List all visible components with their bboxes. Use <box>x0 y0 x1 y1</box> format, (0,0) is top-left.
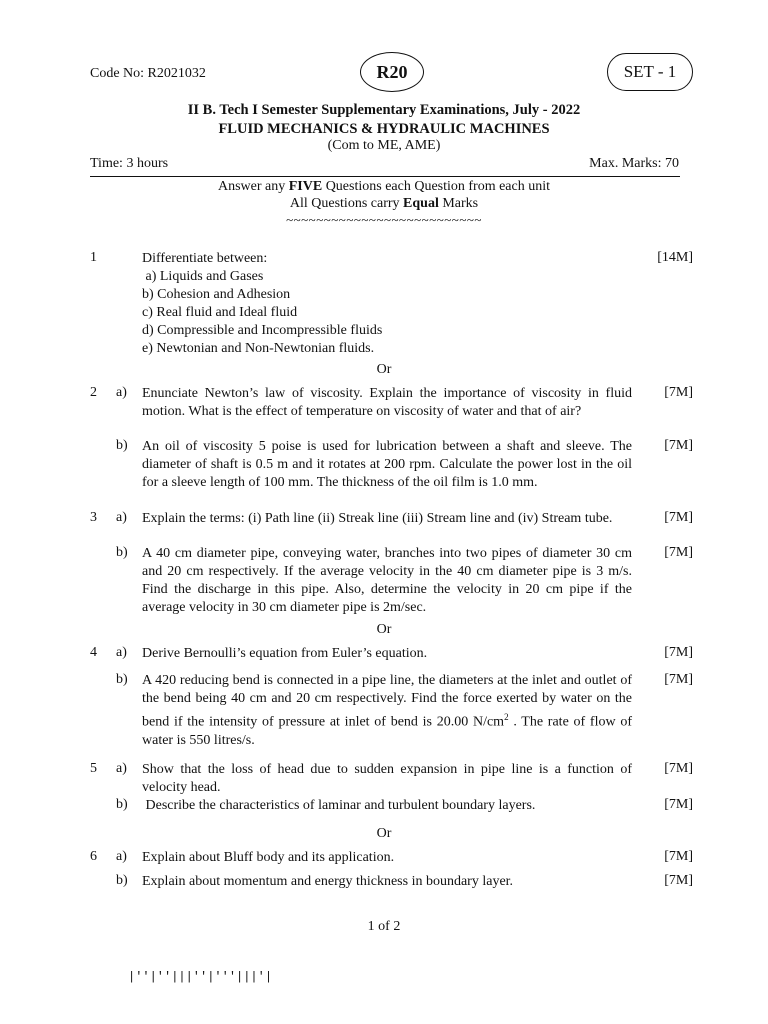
question-text: A 40 cm diameter pipe, conveying water, branches into two pipes of diameter 30 cm and 20 cm respectively. If the average velocity in the 40 cm diameter pipe is 3 m/s. Find the discharge in this pipe. Also, determine the velocity in 20 cm pipe if the average velocity in 30 cm diameter pipe is 2m/sec. <box>142 546 632 615</box>
page-number: 1 of 2 <box>367 919 401 934</box>
question-text: Explain the terms: (i) Path line (ii) Streak line (iii) Stream line and (iv) Stream tube. <box>142 511 613 526</box>
question-text: Explain about Bluff body and its application. <box>142 850 395 865</box>
part-label: b) <box>116 873 128 888</box>
instruction-line-2: All Questions carry Equal Marks <box>289 196 479 211</box>
question-text: Derive Bernoulli’s equation from Euler’s equation. <box>142 646 428 661</box>
question-number: 2 <box>90 385 97 400</box>
list-item: c) Real fluid and Ideal fluid <box>142 305 298 320</box>
question-number: 3 <box>90 510 97 525</box>
list-item: d) Compressible and Incompressible fluids <box>142 323 383 338</box>
list-item: a) Liquids and Gases <box>142 269 264 284</box>
part-label: a) <box>116 510 127 525</box>
marks: [7M] <box>664 873 693 888</box>
marks: [7M] <box>664 510 693 525</box>
question-number: 4 <box>90 645 97 660</box>
question-paper-code: Code No: R2021032 <box>90 66 206 81</box>
marks: [14M] <box>657 250 693 265</box>
part-label: a) <box>116 849 127 864</box>
part-label: b) <box>116 797 128 812</box>
max-marks: Max. Marks: 70 <box>589 156 679 171</box>
marks: [7M] <box>664 645 693 660</box>
time-allowed: Time: 3 hours <box>90 156 169 171</box>
question-number: 1 <box>90 250 97 265</box>
or-separator: Or <box>376 622 392 637</box>
marks: [7M] <box>664 672 693 687</box>
list-item: b) Cohesion and Adhesion <box>142 287 291 302</box>
subject-title: FLUID MECHANICS & HYDRAULIC MACHINES <box>218 121 550 137</box>
part-label: b) <box>116 545 128 560</box>
marks: [7M] <box>664 797 693 812</box>
question-number: 5 <box>90 761 97 776</box>
question-text: An oil of viscosity 5 poise is used for lubrication between a shaft and sleeve. The diameter of shaft is 0.5 m and it rotates at 200 rpm. Calculate the power lost in the oil for a sleeve length of 100 mm. The thickness of the oil film is 1.0 mm. <box>142 439 632 490</box>
regulation-badge: R20 <box>360 52 424 92</box>
part-label: a) <box>116 645 127 660</box>
instruction-divider: ~~~~~~~~~~~~~~~~~~~~~~~~~~ <box>286 212 482 227</box>
question-number: 6 <box>90 849 97 864</box>
marks: [7M] <box>664 385 693 400</box>
exam-title: II B. Tech I Semester Supplementary Examinations, July - 2022 <box>187 102 581 118</box>
marks: [7M] <box>664 849 693 864</box>
question-text: Enunciate Newton’s law of viscosity. Explain the importance of viscosity in fluid motion. What is the effect of temperature on viscosity of water and that of air? <box>142 386 632 419</box>
or-separator: Or <box>376 826 392 841</box>
marks: [7M] <box>664 545 693 560</box>
part-label: a) <box>116 385 127 400</box>
question-text: Describe the characteristics of laminar and turbulent boundary layers. <box>142 798 536 813</box>
question-text: Explain about momentum and energy thickness in boundary layer. <box>142 874 514 889</box>
question-text: A 420 reducing bend is connected in a pipe line, the diameters at the inlet and outlet of the bend being 40 cm and 20 cm respectively. Find the force exerted by water on the bend if the intensity of pressure at inlet of bend is 20.00 $N/cm^2$ . The rate of flow of water is 550 litres/s. <box>142 673 632 748</box>
set-badge: SET - 1 <box>607 53 693 91</box>
question-text <box>142 250 632 358</box>
instruction-line-1: Answer any FIVE Questions each Question from each unit <box>217 179 551 194</box>
marks: [7M] <box>664 438 693 453</box>
or-separator: Or <box>376 362 392 377</box>
part-label: a) <box>116 761 127 776</box>
marks: [7M] <box>664 761 693 776</box>
branches: (Com to ME, AME) <box>327 138 441 153</box>
list-item: e) Newtonian and Non-Newtonian fluids. <box>142 341 375 356</box>
barcode: |''|''|||''|'''|||'| <box>128 970 273 984</box>
question-text: Show that the loss of head due to sudden expansion in pipe line is a function of velocity head. <box>142 762 632 795</box>
question-intro: Differentiate between: <box>142 251 268 266</box>
part-label: b) <box>116 438 128 453</box>
header-rule <box>90 176 680 177</box>
part-label: b) <box>116 672 128 687</box>
